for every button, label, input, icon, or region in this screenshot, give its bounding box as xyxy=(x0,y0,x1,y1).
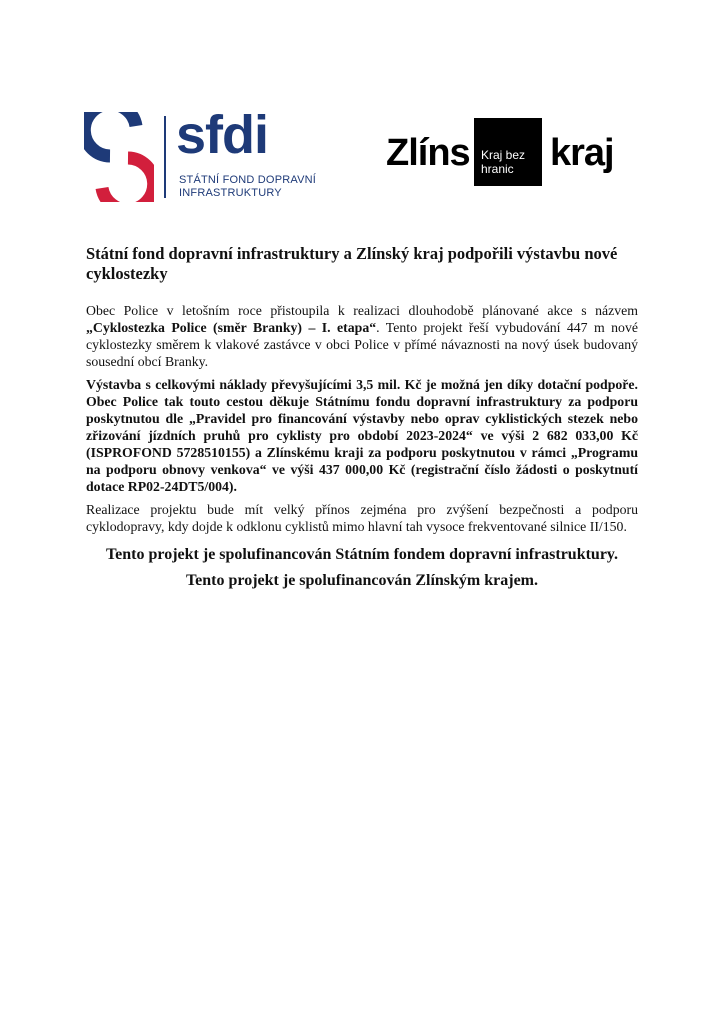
project-name: „Cyklostezka Police (směr Branky) – I. etapa“ xyxy=(86,320,377,335)
zlinsky-kraj-logo xyxy=(386,118,626,188)
zk-box-line1: Kraj bez xyxy=(481,148,526,162)
document-title: Státní fond dopravní infrastruktury a Zlínský kraj podpořili výstavbu nové cyklostezky xyxy=(86,244,618,283)
zk-black-box xyxy=(474,118,542,186)
document-body xyxy=(86,244,638,591)
sfdi-logo xyxy=(84,105,334,204)
sfdi-s-mark-icon xyxy=(84,112,154,202)
sfdi-wordmark: sfdi xyxy=(176,105,269,165)
paragraph-intro xyxy=(86,302,638,370)
logo-header xyxy=(0,0,724,220)
sfdi-subtitle-line2: INFRASTRUKTURY xyxy=(179,187,282,199)
zk-right-text: kraj xyxy=(550,132,614,174)
sfdi-subtitle-line1: STÁTNÍ FOND DOPRAVNÍ xyxy=(179,174,317,186)
para1-intro: Obec Police v letošním roce přistoupila k realizaci dlouhodobě plánované akce s názvem xyxy=(86,303,638,318)
sfdi-subtitle xyxy=(179,174,316,200)
paragraph-funding: Výstavba s celkovými náklady převyšujícími 3,5 mil. Kč je možná jen díky dotační podpoře. Obec Police tak touto cestou děkuje Státnímu fondu dopravní infrastruktury za podporu poskytnutou dle „Pravidel pro financování výstavby nebo oprav cyklistických stezek nebo zřizování jízdních pruhů pro cyklisty pro období 2023-2024“ ve výši 2 682 033,00 Kč (ISPROFOND 5728510155) a Zlínskému kraji za podporu poskytnutou v rámci „Programu na podporu obnovy venkova“ ve výši 437 000,00 Kč (registrační číslo žádosti o poskytnutí dotace RP02-24DT5/004). xyxy=(86,377,638,494)
sfdi-divider xyxy=(164,116,166,198)
zk-left-text: Zlíns xyxy=(386,132,470,174)
closing-sfdi: Tento projekt je spolufinancován Státním fondem dopravní infrastruktury. xyxy=(105,546,619,563)
paragraph-benefits: Realizace projektu bude mít velký přínos zejména pro zvýšení bezpečnosti a podporu cyklodopravy, kdy dojde k odklonu cyklistů mimo hlavní tah vysoce frekventované silnice II/150. xyxy=(86,502,638,534)
zk-box-line2: hranic xyxy=(481,162,514,176)
para1-rest: . Tento projekt řeší vybudování 447 m nové cyklostezky směrem k vlakové zastávce v obci Police v přímé návaznosti na nový úsek budovaný sousední obcí Branky. xyxy=(86,320,638,369)
closing-zlinsky-kraj: Tento projekt je spolufinancován Zlínským krajem. xyxy=(185,572,539,589)
